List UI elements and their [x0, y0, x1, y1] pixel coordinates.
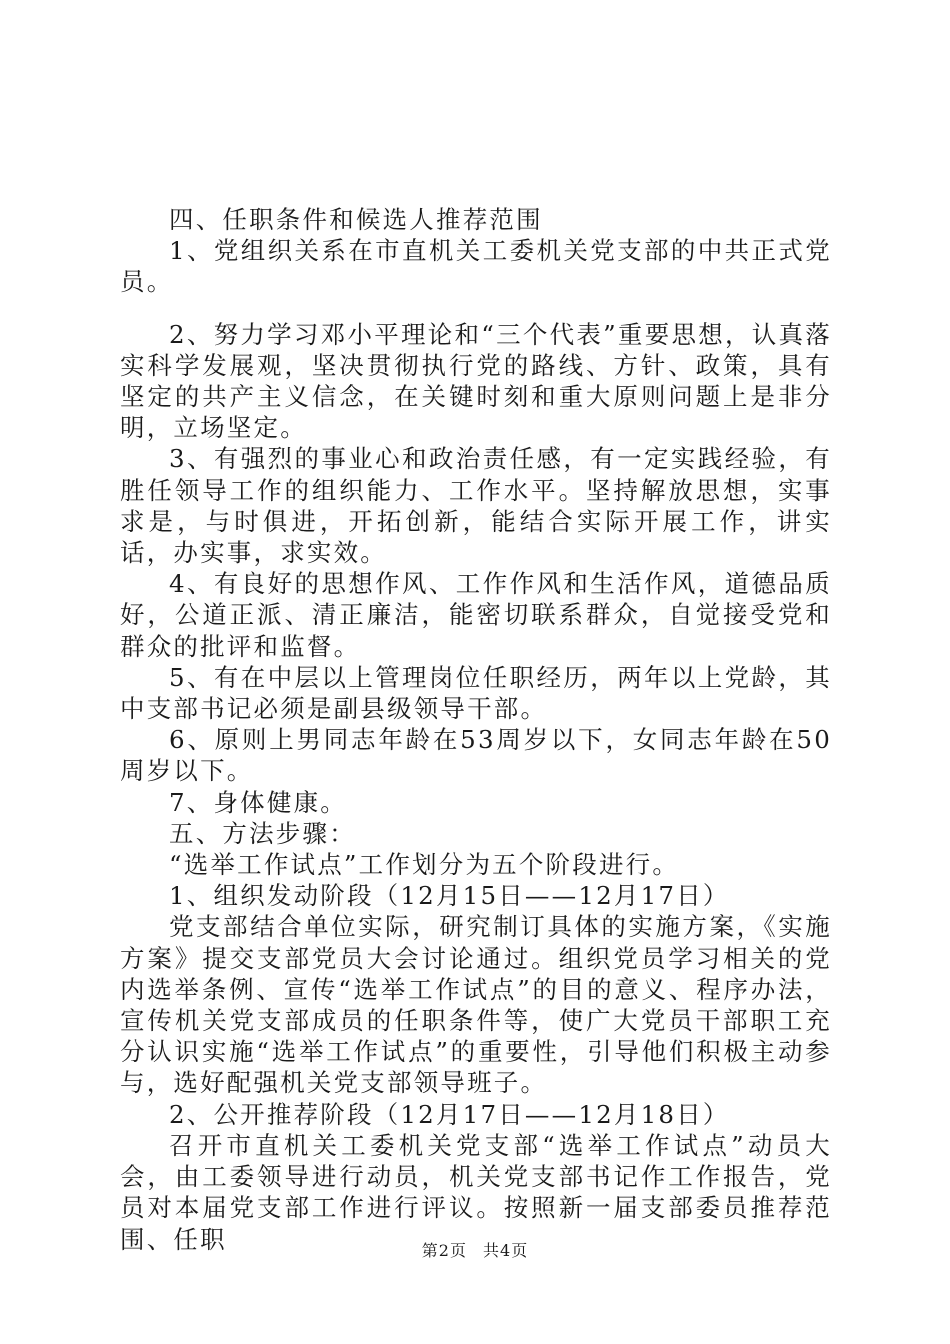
document-body [120, 204, 832, 1255]
paragraph: 党支部结合单位实际，研究制订具体的实施方案，《实施方案》提交支部党员大会讨论通过。组织党员学习相关的党内选举条例、宣传“选举工作试点”的目的意义、程序办法，宣传机关党支部成员的任职条件等，使广大党员干部职工充分认识实施“选举工作试点”的重要性，引导他们积极主动参与，选好配强机关党支部领导班子。 [120, 912, 832, 1098]
paragraph: 1、党组织关系在市直机关工委机关党支部的中共正式党员。 [120, 236, 832, 297]
paragraph: 2、努力学习邓小平理论和“三个代表”重要思想，认真落实科学发展观，坚决贯彻执行党的路线、方针、政策，具有坚定的共产主义信念，在关键时刻和重大原则问题上是非分明，立场坚定。 [120, 319, 832, 443]
stage-heading: 2、公开推荐阶段（12月17日——12月18日） [169, 1099, 730, 1129]
page-number: 第2页 [421, 1241, 467, 1260]
paragraph: 召开市直机关工委机关党支部“选举工作试点”动员大会，由工委领导进行动员，机关党支部书记作工作报告，党员对本届党支部工作进行评议。按照新一届支部委员推荐范围、任职 [120, 1130, 832, 1254]
paragraph: 7、身体健康。 [169, 787, 347, 817]
stage-heading: 1、组织发动阶段（12月15日——12月17日） [169, 881, 730, 911]
page-footer [0, 1241, 950, 1261]
paragraph: 5、有在中层以上管理岗位任职经历，两年以上党龄，其中支部书记必须是副县级领导干部。 [120, 662, 832, 724]
paragraph: 4、有良好的思想作风、工作作风和生活作风，道德品质好，公道正派、清正廉洁，能密切联系群众，自觉接受党和群众的批评和监督。 [120, 569, 832, 661]
section-heading-steps: 五、方法步骤： [169, 818, 356, 848]
section-heading-qualifications: 四、任职条件和候选人推荐范围 [169, 205, 543, 234]
paragraph: “选举工作试点”工作划分为五个阶段进行。 [169, 850, 680, 880]
paragraph: 6、原则上男同志年龄在53周岁以下，女同志年龄在50周岁以下。 [120, 725, 832, 786]
page-total: 共4页 [483, 1241, 529, 1260]
paragraph: 3、有强烈的事业心和政治责任感，有一定实践经验，有胜任领导工作的组织能力、工作水平。坚持解放思想，实事求是，与时俱进，开拓创新，能结合实际开展工作，讲实话，办实事，求实效。 [120, 444, 832, 568]
